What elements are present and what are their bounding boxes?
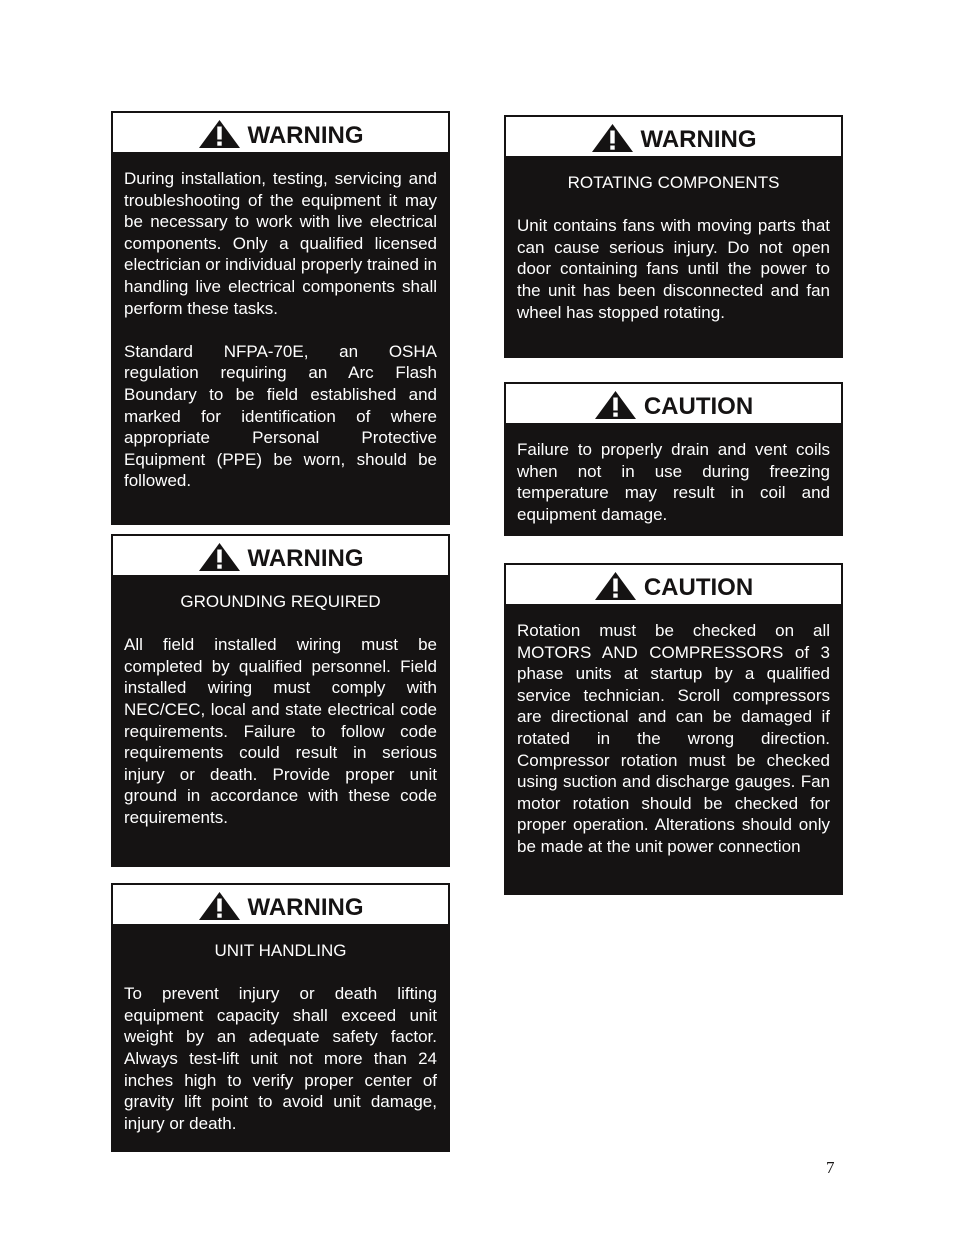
warning-triangle-icon xyxy=(591,123,634,153)
warning-subtitle: ROTATING COMPONENTS xyxy=(567,173,780,192)
caution-paragraph: Failure to properly drain and vent coils when not in use during freezing temperature may result in coil and equipment damage. xyxy=(517,440,830,524)
warning-subtitle: UNIT HANDLING xyxy=(214,941,347,960)
warning-title: WARNING xyxy=(247,545,364,572)
caution-header xyxy=(506,565,841,604)
caution-paragraph: Rotation must be checked on all MOTORS AND COMPRESSORS of 3 phase units at startup by a qualified service technician. Scroll compressors are directional and can be damaged if rotated in the wrong direction. Compressor rotation must be checked using suction and discharge gauges. Fan motor rotation should be checked for proper operation. Alterations should only be made at the unit power connection xyxy=(517,621,830,856)
warning-box-grounding xyxy=(111,534,450,867)
warning-header xyxy=(113,885,448,924)
warning-triangle-icon xyxy=(594,390,637,420)
warning-header xyxy=(113,113,448,152)
warning-header xyxy=(113,536,448,575)
warning-triangle-icon xyxy=(594,571,637,601)
caution-title: CAUTION xyxy=(643,393,754,420)
warning-paragraph: To prevent injury or death lifting equipment capacity shall exceed unit weight by an adequate safety factor. Always test-lift unit not more than 24 inches high to verify proper center of gravity lift point to avoid unit damage, injury or death. xyxy=(124,984,437,1133)
page-number: 7 xyxy=(826,1158,835,1177)
warning-paragraph: Unit contains fans with moving parts that can cause serious injury. Do not open door containing fans until the power to the unit has been disconnected and fan wheel has stopped rotating. xyxy=(517,216,830,322)
caution-box-rotation xyxy=(504,563,843,895)
warning-title: WARNING xyxy=(640,126,757,153)
warning-subtitle: GROUNDING REQUIRED xyxy=(180,592,381,611)
warning-title: WARNING xyxy=(247,122,364,149)
caution-body xyxy=(506,604,841,868)
warning-header xyxy=(506,117,841,156)
caution-box-coils xyxy=(504,382,843,536)
warning-body xyxy=(113,152,448,502)
warning-body xyxy=(113,575,448,839)
warning-body xyxy=(113,924,448,1144)
caution-title: CAUTION xyxy=(643,574,754,601)
warning-triangle-icon xyxy=(198,891,241,921)
warning-triangle-icon xyxy=(198,119,241,149)
caution-body xyxy=(506,423,841,535)
warning-box-electrical xyxy=(111,111,450,525)
warning-paragraph: During installation, testing, servicing and troubleshooting of the equipment it may be necessary to work with live electrical components. Only a qualified licensed electrician or individual properly trained in handling live electrical components shall perform these tasks. xyxy=(124,169,437,318)
caution-header xyxy=(506,384,841,423)
warning-title: WARNING xyxy=(247,894,364,921)
warning-body xyxy=(506,156,841,333)
warning-paragraph: All field installed wiring must be completed by qualified personnel. Field installed wiring must comply with NEC/CEC, local and state electrical code requirements. Failure to follow code requirements could result in serious injury or death. Provide proper unit ground in accordance with these code requirements. xyxy=(124,635,437,827)
warning-triangle-icon xyxy=(198,542,241,572)
warning-paragraph: Standard NFPA-70E, an OSHA regulation requiring an Arc Flash Boundary to be field established and marked for identification of where appropriate Personal Protective Equipment (PPE) be worn, should be followed. xyxy=(124,341,437,491)
warning-box-rotating xyxy=(504,115,843,358)
warning-box-unit-handling xyxy=(111,883,450,1152)
